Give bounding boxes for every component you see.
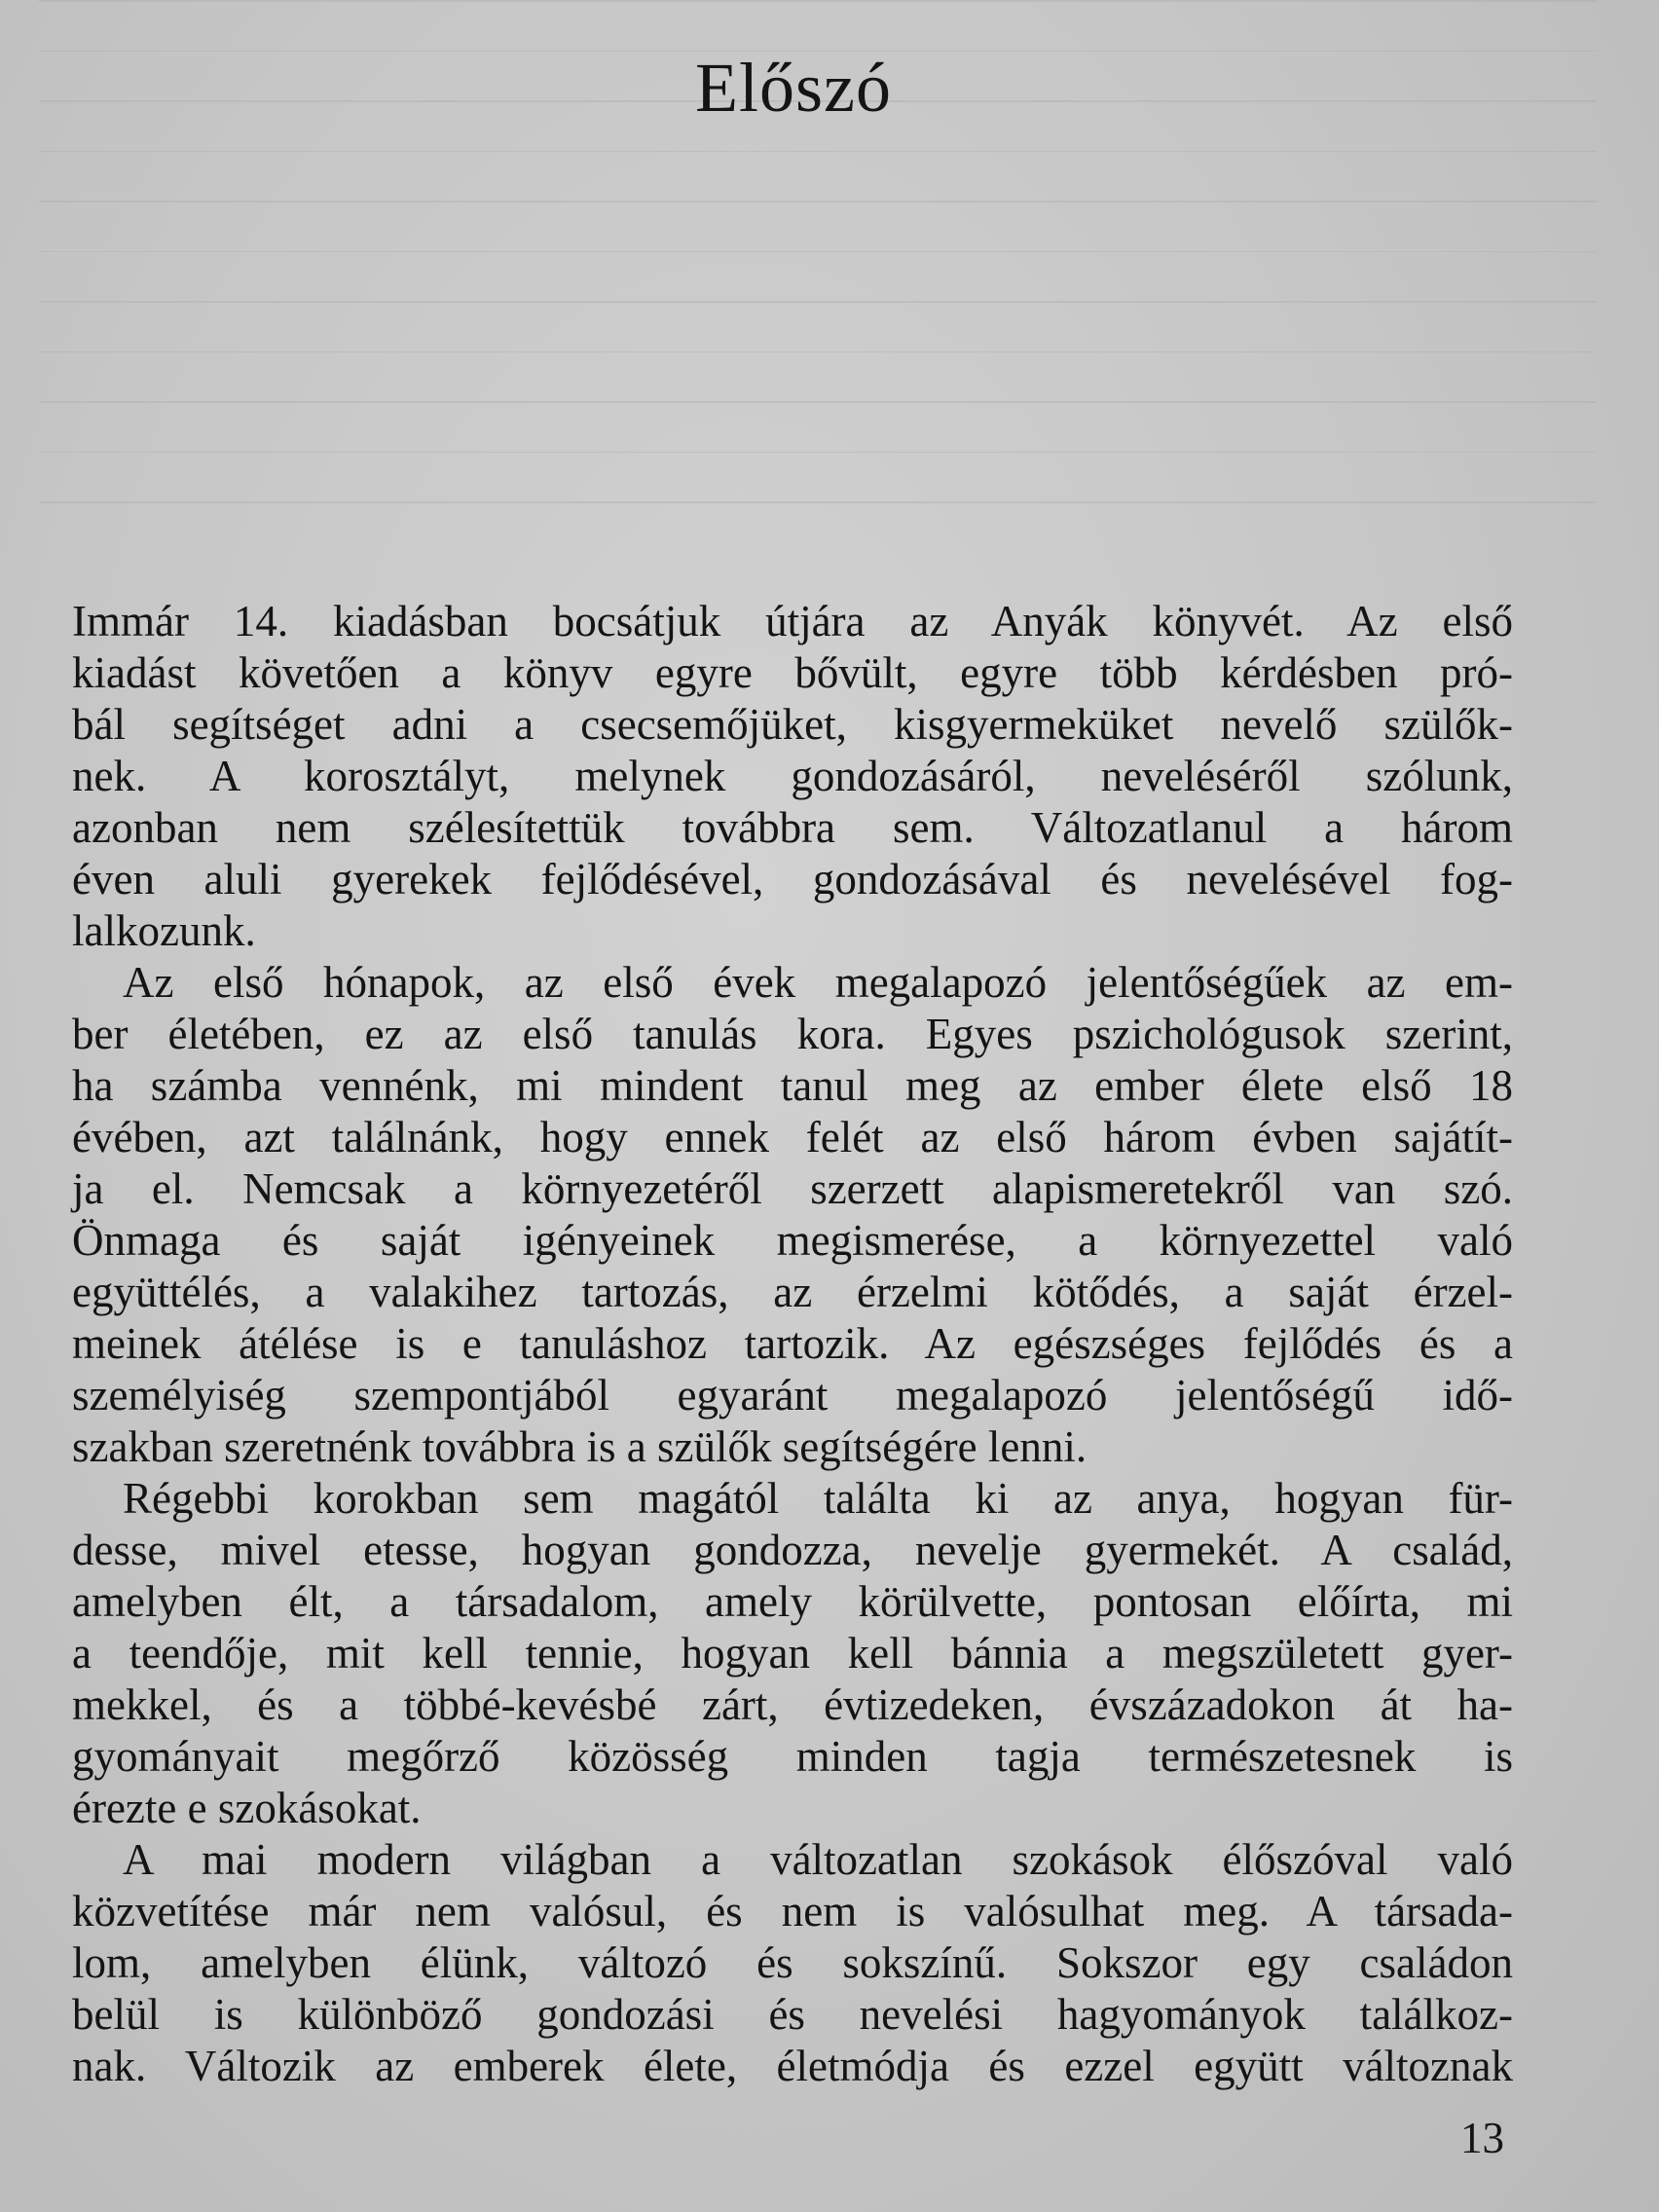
text-line: ja el. Nemcsak a környezetéről szerzett alapismeretekről van szó.: [72, 1164, 1513, 1213]
text-line: közvetítése már nem valósul, és nem is valósulhat meg. A társada-: [72, 1887, 1513, 1936]
text-line: A mai modern világban a változatlan szokások élőszóval való: [123, 1835, 1513, 1884]
text-line: lom, amelyben élünk, változó és sokszínű. Sokszor egy családon: [72, 1938, 1513, 1987]
text-line: Régebbi korokban sem magától találta ki az anya, hogyan für-: [123, 1474, 1513, 1523]
text-line: Önmaga és saját igényeinek megismerése, a környezettel való: [72, 1216, 1513, 1265]
text-line: Az első hónapok, az első évek megalapozó jelentőségűek az em-: [123, 958, 1513, 1007]
text-line: nek. A korosztályt, melynek gondozásáról, neveléséről szólunk,: [72, 752, 1513, 800]
text-line: szakban szeretnénk továbbra is a szülők segítségére lenni.: [72, 1422, 1088, 1471]
body-text: [72, 596, 1513, 2092]
text-line: belül is különböző gondozási és nevelési hagyományok találkoz-: [72, 1990, 1513, 2039]
text-line: együttélés, a valakihez tartozás, az érzelmi kötődés, a saját érzel-: [72, 1268, 1513, 1316]
page-title: Előszó: [695, 49, 892, 127]
text-line: lalkozunk.: [72, 906, 256, 955]
text-line: Immár 14. kiadásban bocsátjuk útjára az Anyák könyvét. Az első: [72, 597, 1513, 645]
text-line: éven aluli gyerekek fejlődésével, gondozásával és nevelésével fog-: [72, 855, 1513, 903]
text-line: azonban nem szélesítettük továbbra sem. Változatlanul a három: [72, 803, 1513, 852]
text-line: amelyben élt, a társadalom, amely körülvette, pontosan előírta, mi: [72, 1577, 1513, 1626]
text-line: érezte e szokásokat.: [72, 1784, 422, 1832]
text-line: ber életében, ez az első tanulás kora. Egyes pszichológusok szerint,: [72, 1010, 1513, 1058]
text-line: meinek átélése is e tanuláshoz tartozik. Az egészséges fejlődés és a: [72, 1319, 1513, 1368]
page-number: 13: [1460, 2114, 1504, 2162]
text-line: desse, mivel etesse, hogyan gondozza, nevelje gyermekét. A család,: [72, 1526, 1513, 1574]
text-line: nak. Változik az emberek élete, életmódja és ezzel együtt változnak: [72, 2042, 1513, 2090]
text-line: gyományait megőrző közösség minden tagja természetesnek is: [72, 1732, 1513, 1781]
text-line: a teendője, mit kell tennie, hogyan kell bánnia a megszületett gyer-: [72, 1629, 1513, 1677]
text-line: ha számba vennénk, mi mindent tanul meg az ember élete első 18: [72, 1061, 1513, 1110]
text-line: mekkel, és a többé-kevésbé zárt, évtizedeken, évszázadokon át ha-: [72, 1680, 1513, 1729]
text-line: kiadást követően a könyv egyre bővült, egyre több kérdésben pró-: [72, 648, 1513, 697]
text-line: bál segítséget adni a csecsemőjüket, kisgyermeküket nevelő szülők-: [72, 700, 1513, 749]
text-line: évében, azt találnánk, hogy ennek felét az első három évben sajátít-: [72, 1113, 1513, 1161]
text-line: személyiség szempontjából egyaránt megalapozó jelentőségű idő-: [72, 1371, 1513, 1419]
